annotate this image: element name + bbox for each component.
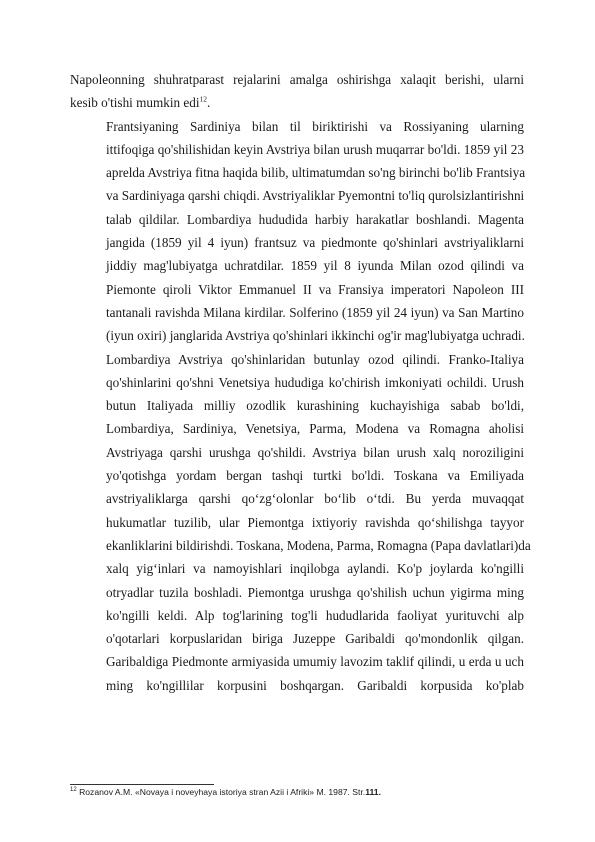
footnote-reference[interactable]: 12	[199, 94, 207, 104]
text-line	[70, 91, 524, 114]
text-line: Napoleonning shuhratparast rejalarini amalga oshirishga xalaqit berishi, ularni	[70, 72, 524, 87]
footnote	[70, 787, 524, 798]
text-line: ekanliklarini bildirishdi. Toskana, Modena, Parma, Romagna (Papa davlatlari)da	[106, 537, 531, 553]
text-line: Frantsiyaning Sardiniya bilan til biriktirishi va Rossiyaning ularning	[106, 118, 524, 134]
text-line: tantanali ravishda Milana kirdilar. Solferino (1859 yil 24 iyun) va San Martino	[106, 304, 524, 320]
text-fragment: .	[207, 95, 211, 111]
text-line: jangida (1859 yil 4 iyun) frantsuz va piedmonte qo'shinlari avstriyaliklarni	[106, 235, 524, 251]
paragraph-1	[70, 68, 524, 115]
footnote-divider	[70, 784, 214, 785]
text-line: Piemonte qiroli Viktor Emmanuel II va Fransiya imperatori Napoleon III	[106, 281, 524, 297]
text-line: ko'ngilli keldi. Alp tog'larining tog'li hududlarida faoliyat yurituvchi alp	[106, 607, 524, 623]
text-line: Lombardiya Avstriya qo'shinlaridan butunlay ozod qilindi. Franko-Italiya	[106, 351, 524, 367]
text-line: Avstriyaga qarshi urushga qo'shildi. Avstriya bilan urush xalq noroziligini	[106, 444, 524, 460]
text-line: Lombardiya, Sardiniya, Venetsiya, Parma, Modena va Romagna aholisi	[106, 421, 524, 437]
document-body	[70, 68, 531, 697]
text-line: talab qildilar. Lombardiya hududida harbiy harakatlar boshlandi. Magenta	[106, 211, 524, 227]
text-line: hukumatlar tuzilib, ular Piemontga ixtiyoriy ravishda qo‘shilishga tayyor	[106, 514, 524, 530]
text-line: ming ko'ngillilar korpusini boshqargan. Garibaldi korpusida ko'plab	[106, 677, 524, 693]
text-line: ittifoqiga qo'shilishidan keyin Avstriya bilan urush muqarrar bo'ldi. 1859 yil 23	[106, 141, 524, 157]
text-line: va Sardiniyaga qarshi chiqdi. Avstriyaliklar Pyemontni to'liq qurolsizlantirishni	[106, 188, 525, 204]
text-line: butun Italiyada milliy ozodlik kurashining kuchayishiga sabab bo'ldi,	[106, 398, 524, 414]
text-line: otryadlar tuzila boshladi. Piemontga urushga qo'shilish uchun yigirma ming	[106, 584, 524, 600]
text-line: Garibaldiga Piedmonte armiyasida umumiy lavozim taklif qilindi, u erda u uch	[106, 654, 524, 670]
text-line: xalq yig‘inlari va namoyishlari inqilobga aylandi. Ko'p joylarda ko'ngilli	[106, 561, 524, 577]
text-line: avstriyaliklarga qarshi qo‘zg‘olonlar bo‘lib o‘tdi. Bu yerda muvaqqat	[106, 491, 524, 507]
footnote-page: 111.	[365, 787, 381, 797]
text-line: yo'qotishga yordam bergan tashqi turtki bo'ldi. Toskana va Emiliyada	[106, 468, 524, 484]
text-line: o'qotarlari korpuslaridan biriga Juzeppe Garibaldi qo'mondonlik qilgan.	[106, 631, 524, 647]
text-fragment: kesib o'tishi mumkin edi	[70, 95, 200, 111]
text-line: qo'shinlarini qo'shni Venetsiya hududiga ko'chirish imkoniyati ochildi. Urush	[106, 374, 524, 390]
paragraph-2	[70, 115, 531, 697]
text-line: jiddiy mag'lubiyatga uchratdilar. 1859 yil 8 iyunda Milan ozod qilindi va	[106, 258, 524, 274]
text-line: (iyun oxiri) janglarida Avstriya qo'shinlari ikkinchi og'ir mag'lubiyatga uchradi.	[106, 328, 525, 344]
footnote-number: 12	[70, 787, 77, 794]
footnote-text: Rozanov A.M. «Novaya i noveyhaya istoriya stran Azii i Afriki» M. 1987. Str.	[76, 787, 366, 797]
text-line: aprelda Avstriya fitna haqida bilib, ultimatumdan so'ng birinchi bo'lib Frantsiya	[106, 165, 526, 181]
